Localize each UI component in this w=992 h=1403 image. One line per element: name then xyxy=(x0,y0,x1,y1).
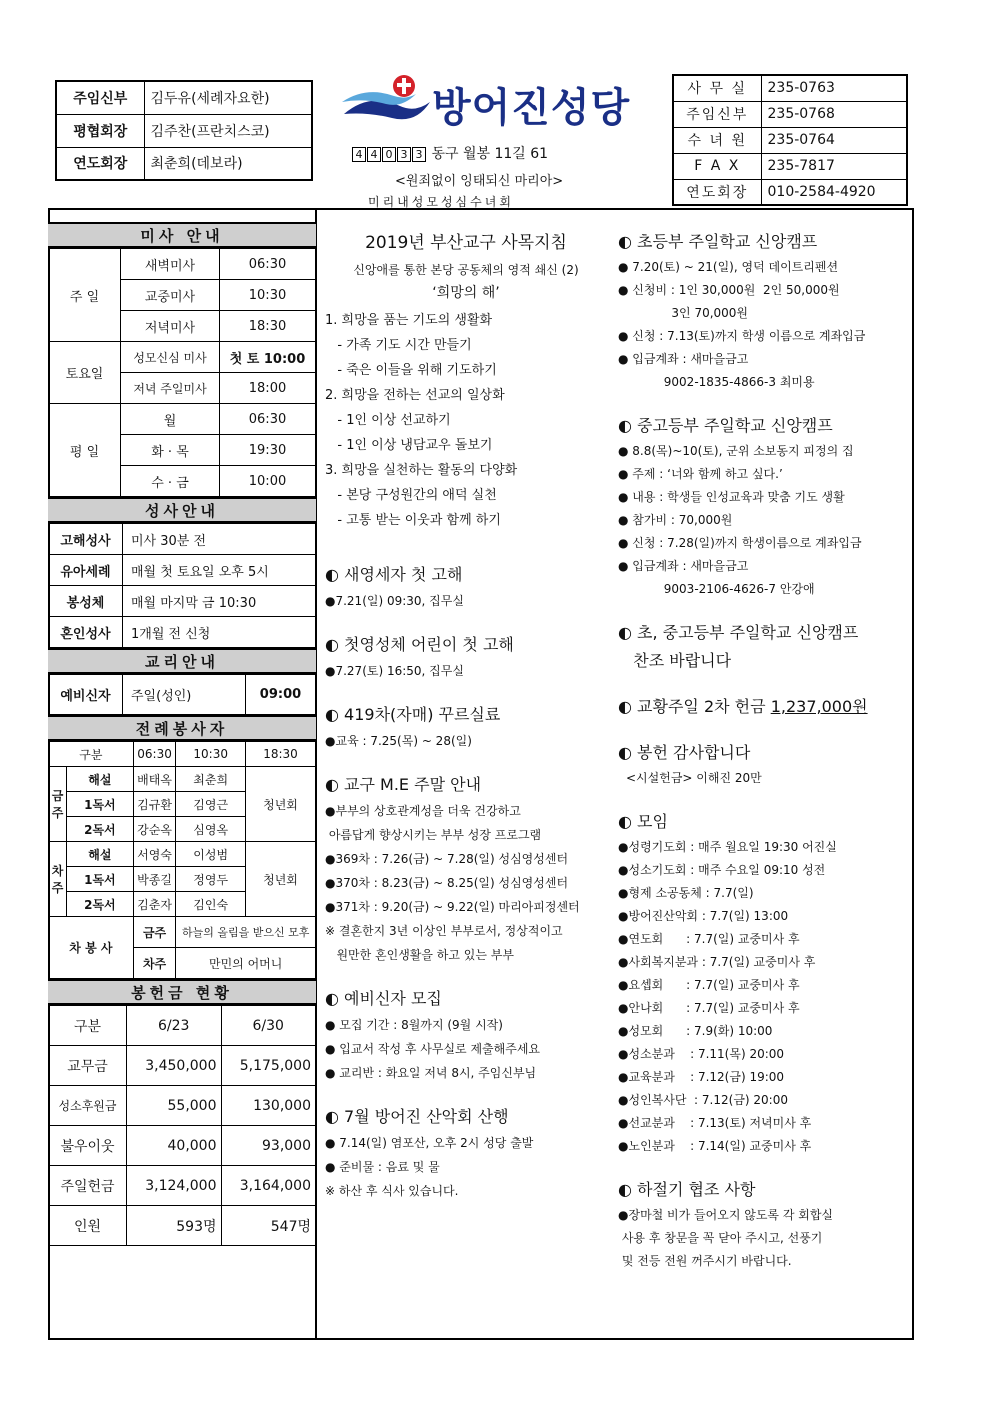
sacrament-title: 성사안내 xyxy=(48,497,316,523)
srv-youth: 청년회 xyxy=(246,767,316,842)
meeting-line: ●성모회 : 7.9(화) 10:00 xyxy=(618,1024,773,1038)
srv-head: 06:30 xyxy=(133,742,176,767)
contact-value: 235-0764 xyxy=(761,127,907,153)
notice-title: ◐ 하절기 협조 사항 xyxy=(618,1180,756,1199)
mass-name: 수 · 금 xyxy=(121,466,220,497)
notice-line: 및 전등 전원 꺼주시기 바랍니다. xyxy=(618,1254,792,1268)
doc-label: 예비신자 xyxy=(49,675,123,715)
guide-theme: ‘희망의 해’ xyxy=(432,285,500,301)
offering-amount: 1,237,000원 xyxy=(770,697,868,716)
notice-line: 사용 후 창문을 꼭 닫아 주시고, 선풍기 xyxy=(618,1231,823,1245)
notice-title: ◐ 모임 xyxy=(618,812,668,831)
notice-line: ※ 하산 후 식사 있습니다. xyxy=(325,1184,459,1198)
meeting-line: ●요셉회 : 7.7(일) 교중미사 후 xyxy=(618,978,800,992)
notice-line: ● 교리반 : 화요일 저녁 8시, 주임신부님 xyxy=(325,1066,537,1080)
church-logo xyxy=(340,72,660,132)
meeting-line: ●성령기도회 : 매주 월요일 19:30 어진실 xyxy=(618,840,837,854)
notice-first-communion xyxy=(325,631,607,683)
srv-person: 심영옥 xyxy=(176,817,246,842)
right-column xyxy=(618,228,908,1273)
notice-me-weekend xyxy=(325,771,607,967)
notice-subtitle: 찬조 바랍니다 xyxy=(618,651,732,670)
sunday-label: 주 일 xyxy=(49,249,121,342)
srv-role: 1독서 xyxy=(67,792,134,817)
sac-label: 고해성사 xyxy=(49,524,123,555)
yeondo-label: 연도회장 xyxy=(56,147,144,180)
notice-hiking xyxy=(325,1103,607,1203)
notice-line: ● 신청비 : 1인 30,000원 2인 50,000원 xyxy=(618,283,840,297)
notice-line: ● 내용 : 학생들 인성교육과 맞춤 기도 생활 xyxy=(618,490,845,504)
mass-time: 10:30 xyxy=(220,280,316,311)
header-contact-table xyxy=(672,74,908,206)
pastor-name: 김두유(세례자요한) xyxy=(144,81,312,114)
off-value: 40,000 xyxy=(127,1126,222,1166)
notice-title: ◐ 봉헌 감사합니다 xyxy=(618,743,751,762)
srv-person: 김영근 xyxy=(176,792,246,817)
off-label: 불우이웃 xyxy=(49,1126,127,1166)
srv-person: 김춘자 xyxy=(133,892,176,917)
srv-youth: 청년회 xyxy=(246,842,316,917)
meeting-line: ●방어진산악회 : 7.7(일) 13:00 xyxy=(618,909,789,923)
srv-choir-week: 차주 xyxy=(133,948,176,979)
meeting-line: ●교육분과 : 7.12(금) 19:00 xyxy=(618,1070,785,1084)
contact-value: 235-7817 xyxy=(761,153,907,179)
srv-person: 배태옥 xyxy=(133,767,176,792)
notice-elementary-camp xyxy=(618,228,908,394)
mass-time: 첫 토 10:00 xyxy=(220,342,316,373)
notice-cursillo xyxy=(325,701,607,753)
zip-digit: 0 xyxy=(382,147,396,162)
council-label: 평협회장 xyxy=(56,114,144,147)
mass-name: 저녁미사 xyxy=(121,311,220,342)
notice-title: ◐ 중고등부 주일학교 신앙캠프 xyxy=(618,416,833,435)
guide-title: 2019년 부산교구 사목지침 xyxy=(365,233,567,253)
srv-role: 해설 xyxy=(67,767,134,792)
srv-role: 2독서 xyxy=(67,892,134,917)
srv-head: 구분 xyxy=(49,742,134,767)
notice-line: ● 신청 : 7.28(일)까지 학생이름으로 계좌입금 xyxy=(618,536,862,550)
church-logo-icon xyxy=(340,72,432,132)
notice-title: ◐ 초, 중고등부 주일학교 신앙캠프 xyxy=(618,623,859,642)
guide-item: - 죽은 이들을 위해 기도하기 xyxy=(325,363,497,378)
contact-value: 010-2584-4920 xyxy=(761,179,907,205)
pastor-label: 주임신부 xyxy=(56,81,144,114)
srv-person: 강순옥 xyxy=(133,817,176,842)
notice-line: ●369차 : 7.26(금) ~ 7.28(일) 성심영성센터 xyxy=(325,852,569,866)
doc-value: 주일(성인) xyxy=(123,675,246,715)
notice-line: ●교육 : 7.25(목) ~ 28(일) xyxy=(325,734,472,748)
doctrine-table xyxy=(48,674,316,715)
off-value: 5,175,000 xyxy=(221,1046,316,1086)
mass-name: 저녁 주일미사 xyxy=(121,373,220,404)
srv-person: 최춘희 xyxy=(176,767,246,792)
guide-item: 1. 희망을 품는 기도의 생활화 xyxy=(325,313,493,328)
srv-head: 10:30 xyxy=(176,742,246,767)
notice-title: ◐ 첫영성체 어린이 첫 고해 xyxy=(325,635,514,654)
mass-name: 교중미사 xyxy=(121,280,220,311)
notice-line: 아름답게 향상시키는 부부 성장 프로그램 xyxy=(325,828,542,842)
notice-line: ●7.21(일) 09:30, 집무실 xyxy=(325,594,464,608)
off-label: 주일헌금 xyxy=(49,1166,127,1206)
off-value: 130,000 xyxy=(221,1086,316,1126)
mass-time: 10:00 xyxy=(220,466,316,497)
mass-title: 미사 안내 xyxy=(48,222,316,248)
church-name: 방어진성당 xyxy=(432,85,631,131)
notice-summer xyxy=(618,1176,908,1273)
patron-saint: <원죄없이 잉태되신 마리아> xyxy=(395,174,564,189)
notice-title: ◐ 7월 방어진 산악회 산행 xyxy=(325,1107,509,1126)
srv-week: 금주 xyxy=(49,767,67,842)
srv-head: 18:30 xyxy=(246,742,316,767)
srv-choir-label: 차 봉 사 xyxy=(49,917,134,979)
contact-value: 235-0768 xyxy=(761,101,907,127)
offering-table xyxy=(48,1005,316,1246)
doctrine-title: 교리안내 xyxy=(48,648,316,674)
mass-time: 06:30 xyxy=(220,249,316,280)
guide-item: - 1인 이상 냉담교우 돌보기 xyxy=(325,438,493,453)
srv-person: 서영숙 xyxy=(133,842,176,867)
notice-line: ● 모집 기간 : 8월까지 (9월 시작) xyxy=(325,1018,503,1032)
srv-role: 해설 xyxy=(67,842,134,867)
notice-line: ● 8.8(목)~10(토), 군위 소보동지 피정의 집 xyxy=(618,444,854,458)
off-head: 구분 xyxy=(49,1006,127,1046)
notice-line: ●371차 : 9.20(금) ~ 9.22(일) 마리아피정센터 xyxy=(325,900,580,914)
mass-name: 성모신심 미사 xyxy=(121,342,220,373)
sac-value: 1개월 전 신청 xyxy=(123,617,316,648)
notice-line: 9003-2106-4626-7 안강애 xyxy=(618,582,815,596)
off-label: 교무금 xyxy=(49,1046,127,1086)
mass-time: 18:00 xyxy=(220,373,316,404)
sac-label: 봉성체 xyxy=(49,586,123,617)
srv-person: 박종길 xyxy=(133,867,176,892)
contact-label: 사 무 실 xyxy=(673,75,761,101)
sac-value: 매월 마지막 금 10:30 xyxy=(123,586,316,617)
contact-label: 수 녀 원 xyxy=(673,127,761,153)
guide-item: - 고통 받는 이웃과 함께 하기 xyxy=(325,513,501,528)
notice-title: ◐ 예비신자 모집 xyxy=(325,989,442,1008)
notice-line: ●부부의 상호관계성을 더욱 건강하고 xyxy=(325,804,521,818)
weekday-label: 평 일 xyxy=(49,404,121,497)
off-label: 인원 xyxy=(49,1206,127,1246)
notice-line: <시설헌금> 이해진 20만 xyxy=(626,771,762,785)
sac-label: 혼인성사 xyxy=(49,617,123,648)
off-label: 성소후원금 xyxy=(49,1086,127,1126)
doc-time: 09:00 xyxy=(246,675,316,715)
mass-table xyxy=(48,248,316,497)
header-left-table xyxy=(55,80,313,181)
srv-choir-song: 만민의 어머니 xyxy=(176,948,316,979)
address-text: 동구 월봉 11길 61 xyxy=(431,146,549,162)
guide-subtitle: 신앙애를 통한 본당 공동체의 영적 쇄신 (2) xyxy=(353,263,579,277)
guide-item: - 가족 기도 시간 만들기 xyxy=(325,338,472,353)
meeting-line: ●성소기도회 : 매주 수요일 09:10 성전 xyxy=(618,863,826,877)
guide-item: 2. 희망을 전하는 선교의 일상화 xyxy=(325,388,505,403)
contact-value: 235-0763 xyxy=(761,75,907,101)
zip-digit: 4 xyxy=(352,147,366,162)
notice-secondary-camp xyxy=(618,412,908,601)
saturday-label: 토요일 xyxy=(49,342,121,404)
off-value: 593명 xyxy=(127,1206,222,1246)
meeting-line: ●성소분과 : 7.11(목) 20:00 xyxy=(618,1047,785,1061)
mass-name: 새벽미사 xyxy=(121,249,220,280)
notice-title: ◐ 새영세자 첫 고해 xyxy=(325,565,463,584)
council-name: 김주찬(프란치스코) xyxy=(144,114,312,147)
contact-label: 주임신부 xyxy=(673,101,761,127)
left-column xyxy=(48,222,316,1246)
notice-line: ● 입금계좌 : 새마을금고 xyxy=(618,559,749,573)
notice-line: 9002-1835-4866-3 최미용 xyxy=(618,375,815,389)
sac-value: 매월 첫 토요일 오후 5시 xyxy=(123,555,316,586)
meeting-line: ●사회복지분과 : 7.7(일) 교중미사 후 xyxy=(618,955,816,969)
contact-label: F A X xyxy=(673,153,761,179)
mass-name: 월 xyxy=(121,404,220,435)
mass-name: 화 · 목 xyxy=(121,435,220,466)
notice-line: ● 준비물 : 음료 및 물 xyxy=(325,1160,440,1174)
notice-pope-offering xyxy=(618,693,908,721)
notice-line: ●장마철 비가 들어오지 않도록 각 회합실 xyxy=(618,1208,834,1222)
srv-person: 김인숙 xyxy=(176,892,246,917)
notice-title: ◐ 교구 M.E 주말 안내 xyxy=(325,775,482,794)
mass-time: 18:30 xyxy=(220,311,316,342)
contact-label: 연도회장 xyxy=(673,179,761,205)
meeting-line: ●안나회 : 7.7(일) 교중미사 후 xyxy=(618,1001,800,1015)
meeting-line: ●노인분과 : 7.14(일) 교중미사 후 xyxy=(618,1139,812,1153)
yeondo-name: 최춘희(데보라) xyxy=(144,147,312,180)
off-head: 6/23 xyxy=(127,1006,222,1046)
off-value: 3,450,000 xyxy=(127,1046,222,1086)
meeting-line: ●선교분과 : 7.13(토) 저녁미사 후 xyxy=(618,1116,812,1130)
srv-person: 이성범 xyxy=(176,842,246,867)
srv-choir-week: 금주 xyxy=(133,917,176,948)
off-value: 547명 xyxy=(221,1206,316,1246)
off-value: 3,164,000 xyxy=(221,1166,316,1206)
guide-item: 3. 희망을 실천하는 활동의 다양화 xyxy=(325,463,518,478)
notice-line: 3인 70,000원 xyxy=(618,306,749,320)
convent-name: 미리내성모성심수녀회 xyxy=(368,195,514,209)
srv-role: 2독서 xyxy=(67,817,134,842)
zip-digit: 3 xyxy=(397,147,411,162)
servers-title: 전례봉사자 xyxy=(48,715,316,741)
notice-line: ● 7.14(일) 염포산, 오후 2시 성당 출발 xyxy=(325,1136,534,1150)
srv-person: 정영두 xyxy=(176,867,246,892)
offering-title: 봉헌금 현황 xyxy=(48,979,316,1005)
notice-thanks xyxy=(618,739,908,790)
notice-camp-support xyxy=(618,619,908,675)
guide-list xyxy=(325,308,607,533)
middle-column xyxy=(325,228,607,1203)
srv-week: 차주 xyxy=(49,842,67,917)
srv-choir-song: 하늘의 올림을 받으신 모후 xyxy=(176,917,316,948)
meeting-line: ●형제 소공동체 : 7.7(일) xyxy=(618,886,754,900)
servers-table xyxy=(48,741,316,979)
notice-line: ● 신청 : 7.13(토)까지 학생 이름으로 계좌입금 xyxy=(618,329,866,343)
guide-item: - 1인 이상 선교하기 xyxy=(325,413,451,428)
notice-new-baptized xyxy=(325,561,607,613)
notice-line: ● 주제 : ‘너와 함께 하고 싶다.’ xyxy=(618,467,783,481)
meeting-line: ●성인복사단 : 7.12(금) 20:00 xyxy=(618,1093,788,1107)
srv-person: 김규환 xyxy=(133,792,176,817)
notice-line: ● 입교서 작성 후 사무실로 제출해주세요 xyxy=(325,1042,541,1056)
mass-time: 19:30 xyxy=(220,435,316,466)
off-value: 3,124,000 xyxy=(127,1166,222,1206)
notice-catechumen xyxy=(325,985,607,1085)
notice-line: ※ 결혼한지 3년 이상인 부부로서, 정상적이고 xyxy=(325,924,563,938)
sac-label: 유아세례 xyxy=(49,555,123,586)
srv-role: 1독서 xyxy=(67,867,134,892)
notice-line: ● 참가비 : 70,000원 xyxy=(618,513,733,527)
sacrament-table xyxy=(48,523,316,648)
guide-item: - 본당 구성원간의 애덕 실천 xyxy=(325,488,497,503)
mass-time: 06:30 xyxy=(220,404,316,435)
notice-line: 원만한 혼인생활을 하고 있는 부부 xyxy=(325,948,514,962)
notice-line: ● 입금계좌 : 새마을금고 xyxy=(618,352,749,366)
sac-value: 미사 30분 전 xyxy=(123,524,316,555)
notice-title: ◐ 419차(자매) 꾸르실료 xyxy=(325,705,501,724)
notice-line: ●7.27(토) 16:50, 집무실 xyxy=(325,664,464,678)
zip-digit: 4 xyxy=(367,147,381,162)
notice-line: ●370차 : 8.23(금) ~ 8.25(일) 성심영성센터 xyxy=(325,876,569,890)
off-value: 93,000 xyxy=(221,1126,316,1166)
off-head: 6/30 xyxy=(221,1006,316,1046)
meeting-line: ●연도회 : 7.7(일) 교중미사 후 xyxy=(618,932,800,946)
notice-meetings xyxy=(618,808,908,1158)
notice-title: ◐ 초등부 주일학교 신앙캠프 xyxy=(618,232,818,251)
church-address xyxy=(352,143,548,163)
zip-digit: 3 xyxy=(412,147,426,162)
notice-title: ◐ 교황주일 2차 헌금 xyxy=(618,697,766,716)
off-value: 55,000 xyxy=(127,1086,222,1126)
notice-line: ● 7.20(토) ~ 21(일), 영덕 데이트리펜션 xyxy=(618,260,839,274)
